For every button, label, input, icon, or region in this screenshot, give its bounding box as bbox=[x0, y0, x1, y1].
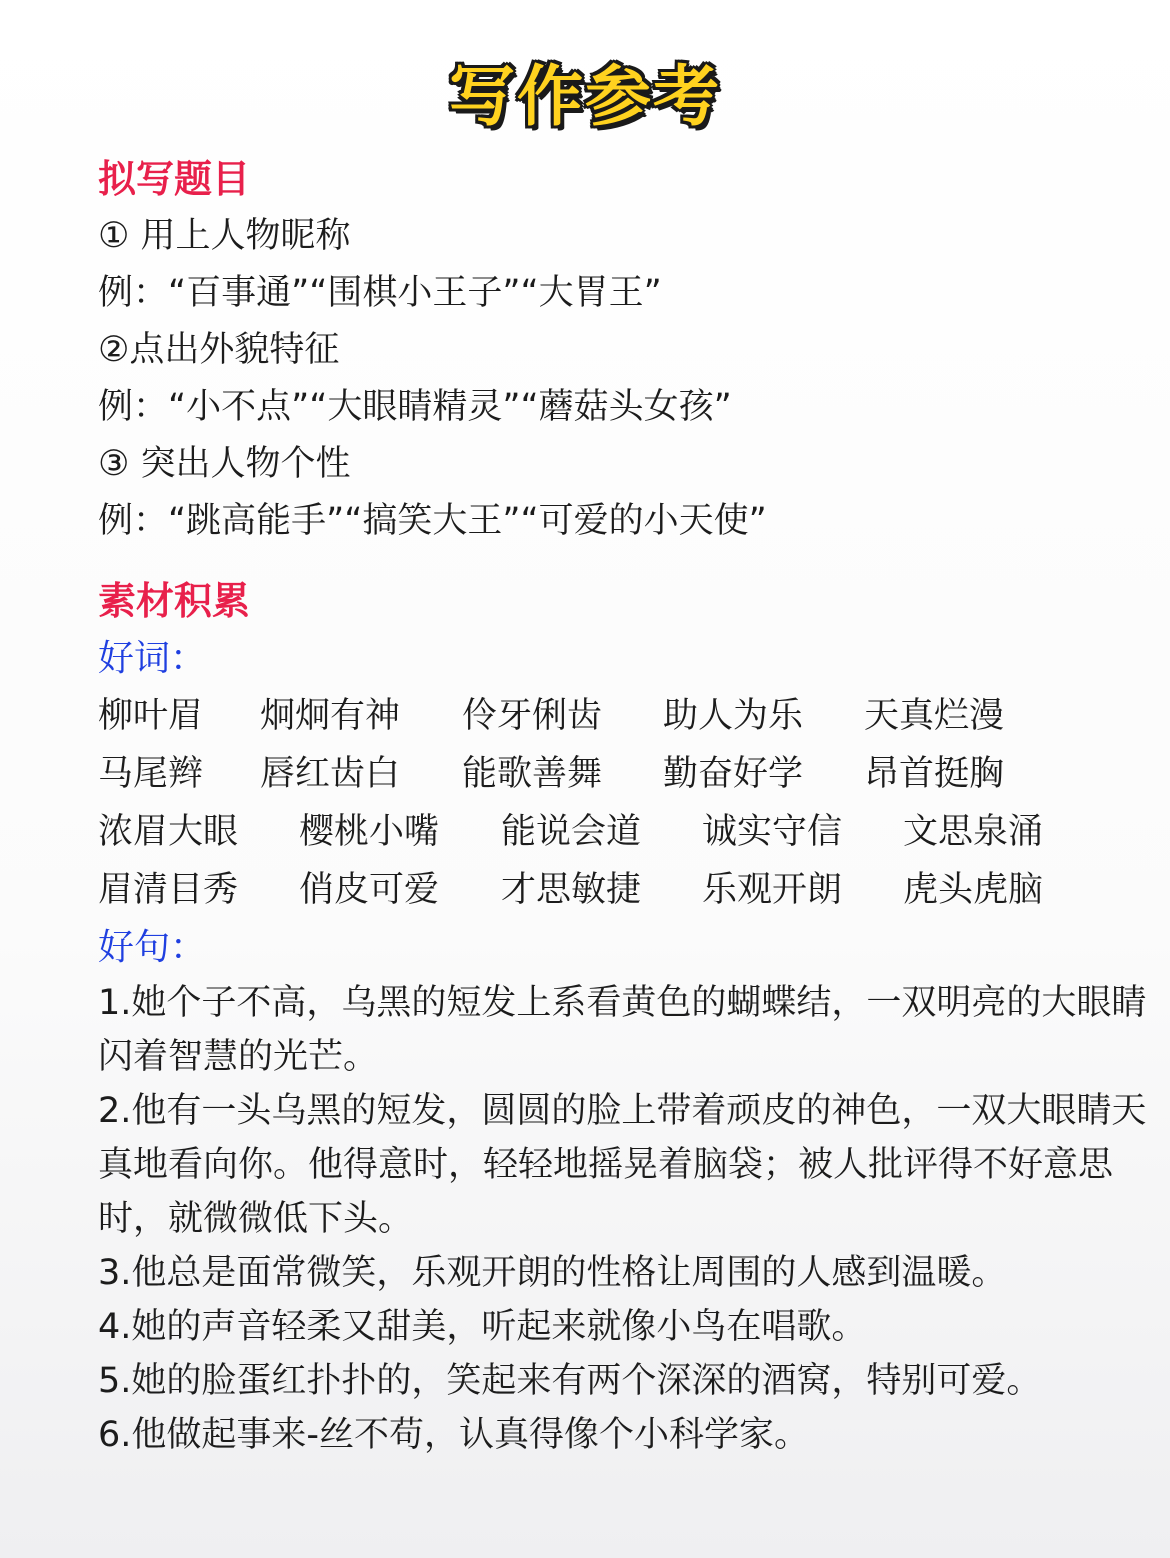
good-words-heading: 好词： bbox=[98, 638, 207, 679]
word-item: 伶牙俐齿 bbox=[462, 696, 603, 736]
words-row bbox=[98, 803, 1158, 861]
word-item: 眉清目秀 bbox=[98, 870, 239, 910]
word-item: 昂首挺胸 bbox=[864, 754, 1005, 794]
word-item: 俏皮可爱 bbox=[299, 870, 440, 910]
tip-label: ① 用上人物昵称 bbox=[98, 216, 351, 256]
word-item: 能说会道 bbox=[501, 812, 642, 852]
good-sentences-heading: 好句： bbox=[98, 927, 207, 968]
word-item: 诚实守信 bbox=[702, 812, 843, 852]
title-tips-list bbox=[98, 208, 1158, 550]
word-item: 助人为乐 bbox=[663, 696, 804, 736]
section-spacer bbox=[98, 550, 1158, 572]
sentence-item: 4.她的声音轻柔又甜美，听起来就像小鸟在唱歌。 bbox=[98, 1307, 867, 1347]
word-item: 浓眉大眼 bbox=[98, 812, 239, 852]
tip-example: 例：“跳高能手”“搞笑大王”“可爱的小天使” bbox=[98, 501, 767, 541]
word-item: 虎头虎脑 bbox=[903, 870, 1044, 910]
sentence-item: 1.她个子不高，乌黑的短发上系看黄色的蝴蝶结，一双明亮的大眼睛闪着智慧的光芒。 bbox=[98, 983, 1147, 1077]
good-sentences-list bbox=[98, 976, 1148, 1462]
sentence-item: 5.她的脸蛋红扑扑的，笑起来有两个深深的酒窝，特别可爱。 bbox=[98, 1361, 1042, 1401]
word-item: 天真烂漫 bbox=[864, 696, 1005, 736]
word-item: 能歌善舞 bbox=[462, 754, 603, 794]
section-heading-materials: 素材积累 bbox=[98, 579, 251, 623]
tip-label: ②点出外貌特征 bbox=[98, 330, 340, 370]
word-item: 才思敏捷 bbox=[501, 870, 642, 910]
content-body bbox=[98, 150, 1158, 1462]
sentence-item: 6.他做起事来-丝不苟，认真得像个小科学家。 bbox=[98, 1415, 810, 1455]
word-item: 柳叶眉 bbox=[98, 696, 204, 736]
sentence-item: 2.他有一头乌黑的短发，圆圆的脸上带着顽皮的神色，一双大眼睛天真地看向你。他得意时，轻轻地摇晃着脑袋；被人批评得不好意思时，就微微低下头。 bbox=[98, 1091, 1147, 1239]
section-heading-titles: 拟写题目 bbox=[98, 157, 251, 201]
word-item: 文思泉涌 bbox=[903, 812, 1044, 852]
good-words-grid bbox=[98, 687, 1158, 919]
word-item: 马尾辫 bbox=[98, 754, 204, 794]
word-item: 樱桃小嘴 bbox=[299, 812, 440, 852]
sentence-item: 3.他总是面常微笑，乐观开朗的性格让周围的人感到温暖。 bbox=[98, 1253, 1007, 1293]
words-row bbox=[98, 687, 1158, 745]
tip-label: ③ 突出人物个性 bbox=[98, 444, 351, 484]
tip-example: 例：“百事通”“围棋小王子”“大胃王” bbox=[98, 273, 662, 313]
word-item: 唇红齿白 bbox=[260, 754, 401, 794]
words-row bbox=[98, 861, 1158, 919]
tip-example: 例：“小不点”“大眼睛精灵”“蘑菇头女孩” bbox=[98, 387, 732, 427]
word-item: 炯炯有神 bbox=[260, 696, 401, 736]
word-item: 勤奋好学 bbox=[663, 754, 804, 794]
page-title: 写作参考 bbox=[449, 58, 721, 135]
words-row bbox=[98, 745, 1158, 803]
word-item: 乐观开朗 bbox=[702, 870, 843, 910]
